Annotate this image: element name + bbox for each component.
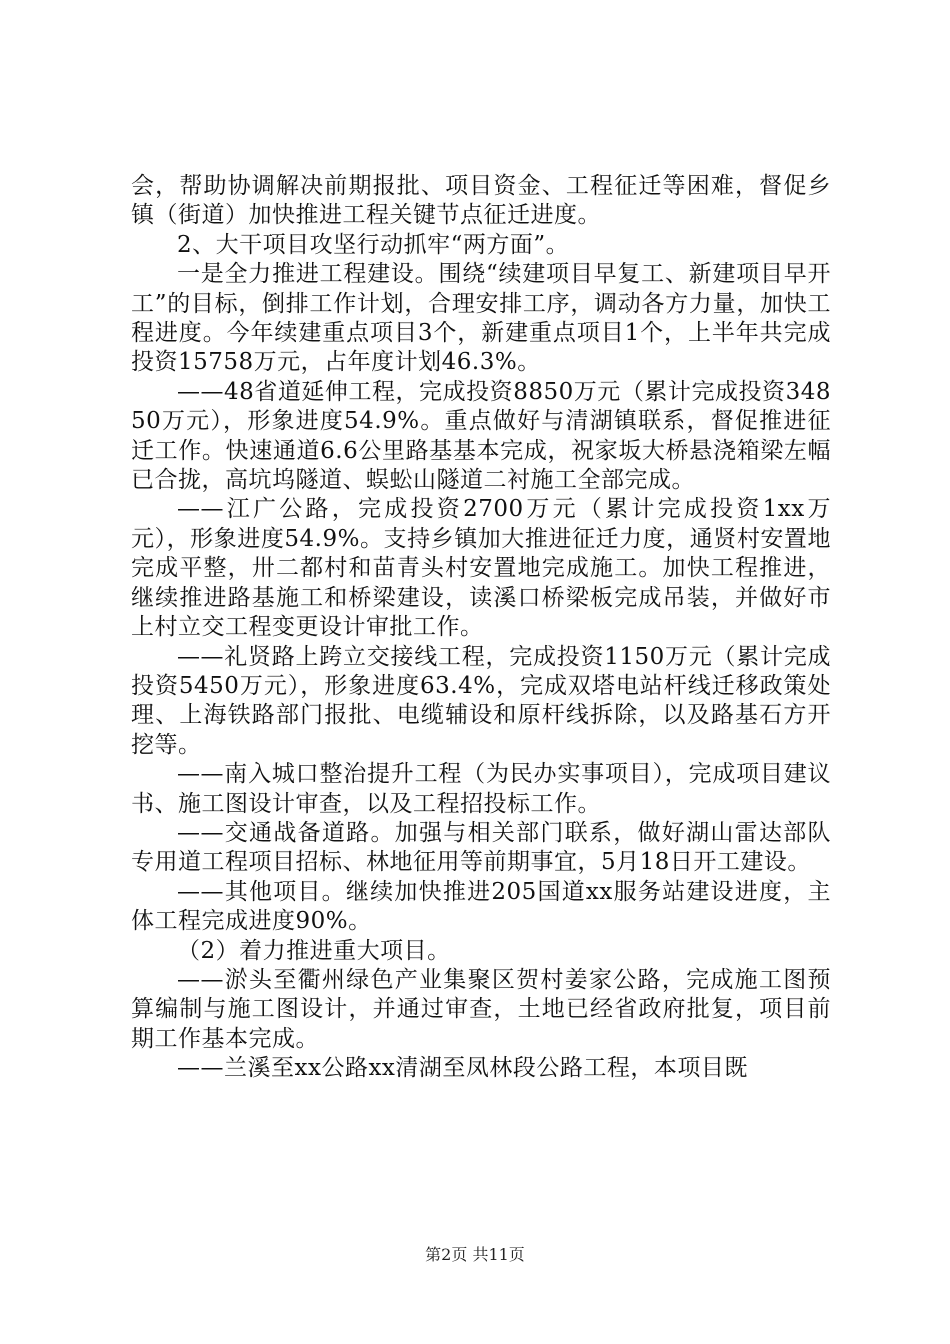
paragraph: ——48省道延伸工程，完成投资8850万元（累计完成投资34850万元），形象进度54.9%。重点做好与清湖镇联系，督促推进征迁工作。快速通道6.6公里路基基本完成，祝家坂大桥悬浇箱梁左幅已合拢，高坑坞隧道、蜈蚣山隧道二衬施工全部完成。 — [131, 378, 831, 494]
paragraph: ——礼贤路上跨立交接线工程，完成投资1150万元（累计完成投资5450万元），形象进度63.4%，完成双塔电站杆线迁移政策处理、上海铁路部门报批、电缆辅设和原杆线拆除，以及路基石方开挖等。 — [131, 643, 831, 758]
paragraph: 一是全力推进工程建设。围绕“续建项目早复工、新建项目早开工”的目标，倒排工作计划，合理安排工序，调动各方力量，加快工程进度。今年续建重点项目3个，新建重点项目1个，上半年共完成投资15758万元，占年度计划46.3%。 — [131, 261, 831, 376]
paragraph: （2）着力推进重大项目。 — [177, 937, 451, 964]
paragraph: ——江广公路，完成投资2700万元（累计完成投资1xx万元），形象进度54.9%。支持乡镇加大推进征迁力度，通贤村安置地完成平整，卅二都村和苗青头村安置地完成施工。加快工程推进，继续推进路基施工和桥梁建设，读溪口桥梁板完成吊装，并做好市上村立交工程变更设计审批工作。 — [131, 496, 831, 641]
paragraph: ——交通战备道路。加强与相关部门联系，做好湖山雷达部队专用道工程项目招标、林地征用等前期事宜，5月18日开工建设。 — [131, 819, 831, 876]
paragraph: 会，帮助协调解决前期报批、项目资金、工程征迁等困难，督促乡镇（街道）加快推进工程关键节点征迁进度。 — [131, 173, 831, 229]
page-footer: 第2页 共11页 — [425, 1245, 525, 1264]
paragraph: ——南入城口整治提升工程（为民办实事项目），完成项目建议书、施工图设计审查，以及工程招投标工作。 — [131, 761, 831, 817]
paragraph: ——淤头至衢州绿色产业集聚区贺村姜家公路，完成施工图预算编制与施工图设计，并通过审查，土地已经省政府批复，项目前期工作基本完成。 — [131, 966, 831, 1052]
paragraph: 2、大干项目攻坚行动抓牢“两方面”。 — [177, 231, 570, 258]
paragraph: ——其他项目。继续加快推进205国道xx服务站建设进度，主体工程完成进度90%。 — [131, 878, 831, 935]
document-body — [131, 172, 831, 1084]
paragraph: ——兰溪至xx公路xx清湖至凤林段公路工程，本项目既 — [177, 1055, 748, 1082]
